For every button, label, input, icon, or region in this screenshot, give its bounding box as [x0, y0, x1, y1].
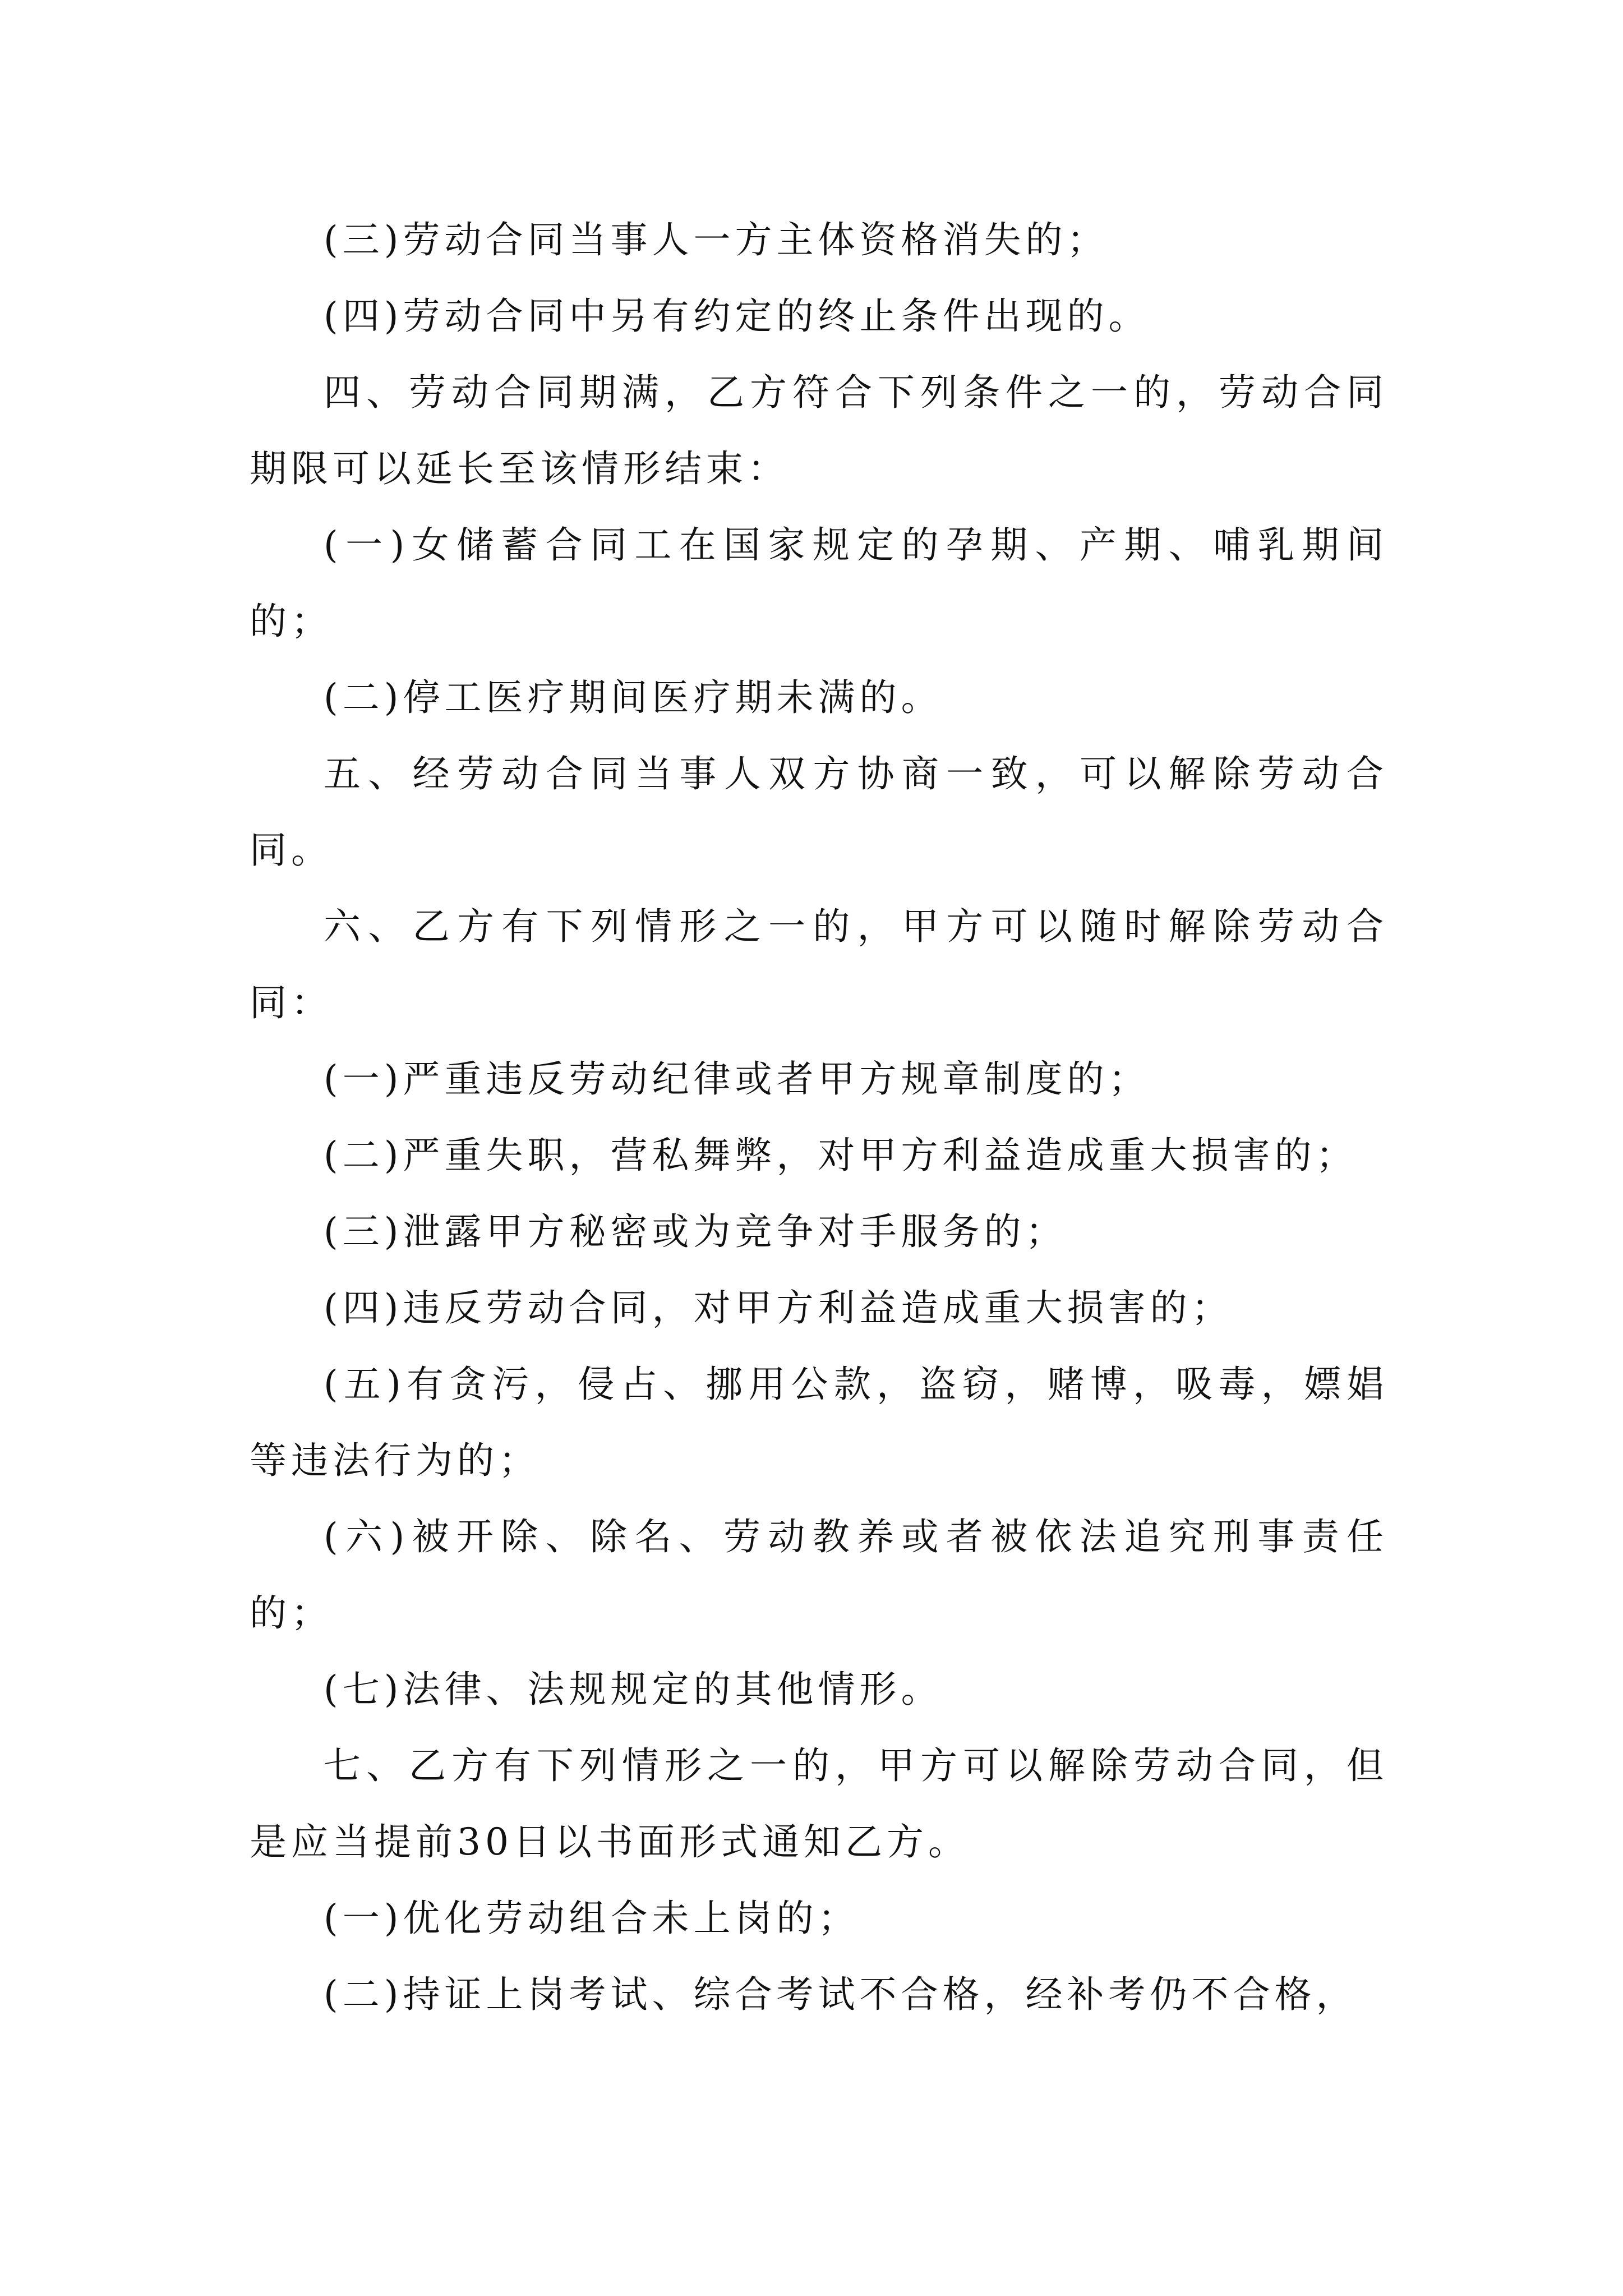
paragraph-11: (四)违反劳动合同，对甲方利益造成重大损害的； [324, 1286, 1233, 1329]
paragraph-7: 六、乙方有下列情形之一的，甲方可以随时解除劳动合同： [250, 905, 1388, 1024]
paragraph-9: (二)严重失职，营私舞弊，对甲方利益造成重大损害的； [324, 1134, 1358, 1177]
paragraph-10: (三)泄露甲方秘密或为竞争对手服务的； [324, 1210, 1067, 1253]
paragraph-6: 五、经劳动合同当事人双方协商一致，可以解除劳动合同。 [250, 752, 1388, 872]
paragraph-8: (一)严重违反劳动纪律或者甲方规章制度的； [324, 1057, 1150, 1101]
paragraph-17: (二)持证上岗考试、综合考试不合格，经补考仍不合格， [324, 1973, 1358, 2016]
paragraph-1: (三)劳动合同当事人一方主体资格消失的； [324, 218, 1109, 261]
paragraph-4: (一)女储蓄合同工在国家规定的孕期、产期、哺乳期间的； [250, 523, 1388, 643]
paragraph-12: (五)有贪污，侵占、挪用公款，盗窃，赌博，吸毒，嫖娼等违法行为的； [250, 1363, 1388, 1482]
paragraph-15: 七、乙方有下列情形之一的，甲方可以解除劳动合同，但是应当提前30日以书面形式通知乙方。 [250, 1744, 1388, 1864]
paragraph-13: (六)被开除、除名、劳动教养或者被依法追究刑事责任的； [250, 1515, 1388, 1635]
document-body [250, 202, 1388, 2033]
paragraph-2: (四)劳动合同中另有约定的终止条件出现的。 [324, 295, 1150, 338]
paragraph-3: 四、劳动合同期满，乙方符合下列条件之一的，劳动合同期限可以延长至该情形结束： [250, 371, 1388, 490]
paragraph-16: (一)优化劳动组合未上岗的； [324, 1897, 860, 1940]
paragraph-5: (二)停工医疗期间医疗期未满的。 [324, 676, 943, 719]
paragraph-14: (七)法律、法规规定的其他情形。 [324, 1668, 943, 1711]
